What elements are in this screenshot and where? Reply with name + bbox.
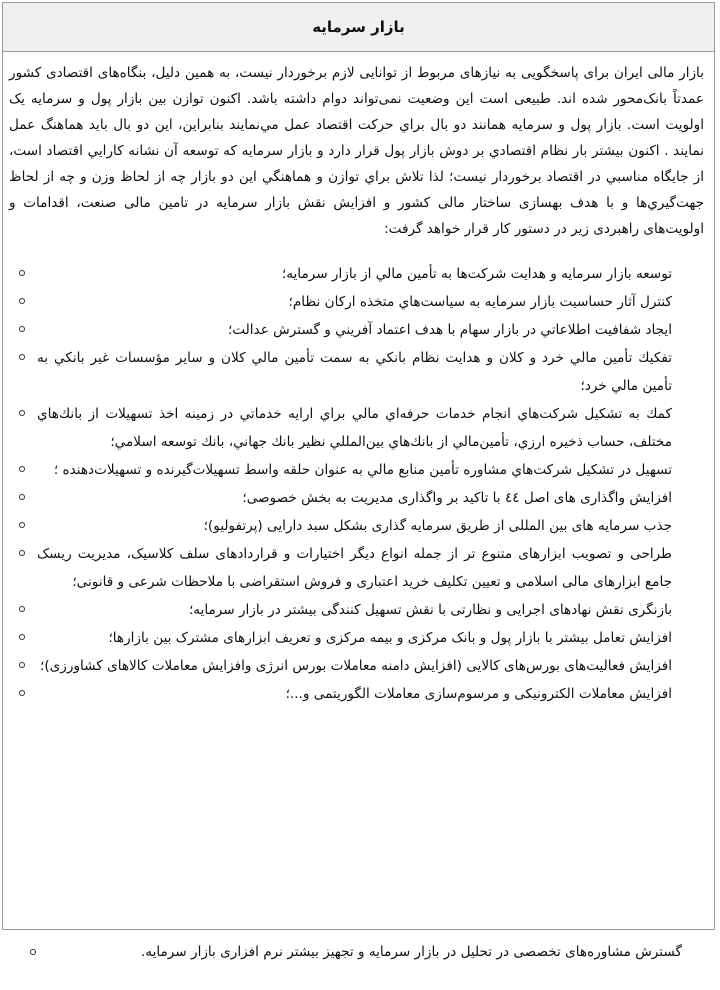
hollow-bullet-icon	[19, 410, 25, 416]
hollow-bullet-icon	[19, 270, 25, 276]
list-item	[9, 260, 690, 288]
list-item	[9, 652, 690, 680]
list-item	[9, 624, 690, 652]
list-item-text: توسعه بازار سرمايه و هدايت شركت‌ها به تأمين مالي از بازار سرمايه؛	[281, 266, 672, 282]
intro-paragraph: بازار مالی ایران برای پاسخگویی به نیازهای مربوط از توانایی لازم برخوردار نیست، به همین دلیل، بنگاه‌های اقتصادی کشور عمدتاً بانک‌محور شده اند. طبیعی است این وضعیت نمی‌تواند دوام داشته باشد. اکنون توازن بین بازار پول و سرمایه یک اولویت است. بازار پول و سرمایه همانند دو بال براي حرکت اقتصاد عمل مي‌نمايند بنابراين، اين دو بال بايد هماهنگ عمل نمايند . اكنون بيشتر بار نظام اقتصادي بر دوش بازار پول قرار دارد و بازار سرمايه که توسعه آن نشانه کارايي اقتصاد است، از جايگاه مناسبي در اقتصاد برخوردار نيست؛ لذا تلاش براي توازن و هماهنگي اين دو بازار چه از لحاظ وزن و چه از لحاظ جهت‌گيري‌ها و با هدف بهسازی ساختار مالی کشور و افزایش نقش بازار سرمایه در تامین مالی صنعت، اقدامات و اولویت‌های راهبردی زیر در دستور کار قرار خواهد گرفت:	[9, 65, 704, 237]
list-item	[9, 540, 690, 596]
list-item	[9, 680, 690, 708]
list-item-text: جذب سرمایه های بین المللی از طریق سرمایه گذاری بشکل سبد دارایی (پرتفولیو)؛	[203, 518, 672, 534]
list-item	[9, 484, 690, 512]
list-item-text: كنترل آثار حساسيت بازار سرمايه به سياست‌هاي متخذه اركان نظام؛	[288, 294, 672, 310]
document-box	[2, 2, 715, 930]
list-item-text: افزایش واگذاری های اصل ٤٤ با تاکید بر واگذاری مدیریت به بخش خصوصی؛	[242, 490, 672, 506]
document-title: بازار سرمایه	[3, 3, 714, 52]
list-item	[9, 400, 690, 456]
list-item-text: تفكيك تأمين مالي خرد و كلان و هدايت نظام بانكي به سمت تأمين مالي كلان و ساير مؤسسات غير بانكي به تأمين مالي خرد؛	[37, 350, 672, 394]
hollow-bullet-icon	[19, 662, 25, 668]
list-item-text: ايجاد شفافيت اطلاعاتي در بازار سهام با هدف اعتماد آفريني و گسترش عدالت؛	[227, 322, 672, 338]
document-content	[3, 52, 714, 708]
trailing-list-item	[20, 938, 710, 966]
list-item-text: طراحی و تصویب ابزارهای متنوع تر از جمله انواع دیگر اختیارات و قراردادهای سلف کلاسیک، مدیریت ریسک جامع ابزارهای مالی اسلامی و تعیین تکلیف خرید اعتباری و فروش استقراضی با ملاحظات شرعی و قانونی؛	[37, 546, 672, 590]
list-item-text: گسترش مشاوره‌های تخصصی در تحلیل در بازار سرمایه و تجهیز بیشتر نرم افزاری بازار سرمایه.	[140, 944, 682, 960]
hollow-bullet-icon	[19, 494, 25, 500]
list-item	[9, 512, 690, 540]
list-item-text: افزایش معاملات الکترونیکی و مرسوم‌سازی معاملات الگوریتمی و...؛	[285, 686, 672, 702]
list-item	[9, 316, 690, 344]
list-item	[9, 456, 690, 484]
list-item	[9, 344, 690, 400]
strategy-list	[9, 260, 704, 708]
hollow-bullet-icon	[19, 606, 25, 612]
list-item-text: افزایش فعالیت‌های بورس‌های کالایی (افزایش دامنه معاملات بورس انرژی وافزایش معاملات کالاهای کشاورزی)؛	[40, 658, 672, 674]
hollow-bullet-icon	[19, 522, 25, 528]
list-item	[9, 596, 690, 624]
hollow-bullet-icon	[30, 949, 36, 955]
hollow-bullet-icon	[19, 326, 25, 332]
hollow-bullet-icon	[19, 550, 25, 556]
list-item-text: تسهيل در تشكيل شركت‌هاي مشاوره تأمين منابع مالي به عنوان حلقه واسط تسهيلات‌گيرنده و تسهيلات‌دهنده ؛	[53, 462, 672, 478]
list-item-text: بازنگری نقش نهادهای اجرایی و نظارتی با نقش تسهیل کنندگی بیشتر در بازار سرمایه؛	[188, 602, 672, 618]
hollow-bullet-icon	[19, 466, 25, 472]
hollow-bullet-icon	[19, 298, 25, 304]
list-item	[9, 288, 690, 316]
hollow-bullet-icon	[19, 634, 25, 640]
hollow-bullet-icon	[19, 354, 25, 360]
hollow-bullet-icon	[19, 690, 25, 696]
list-item-text: كمك به تشكيل شركت‌هاي انجام خدمات حرفه‌اي مالي براي ارايه خدماتي در زمينه اخذ تسهيلات از بانك‌هاي مختلف، حساب ذخيره ارزي، تأمين‌مالي از بانك‌هاي بين‌المللي نظير بانك جهاني، بانك توسعه اسلامي؛	[37, 406, 672, 450]
list-item-text: افزایش تعامل بیشتر با بازار پول و بانک مرکزی و بیمه مرکزی و تعریف ابزارهای مشترک بین بازارها؛	[108, 630, 672, 646]
